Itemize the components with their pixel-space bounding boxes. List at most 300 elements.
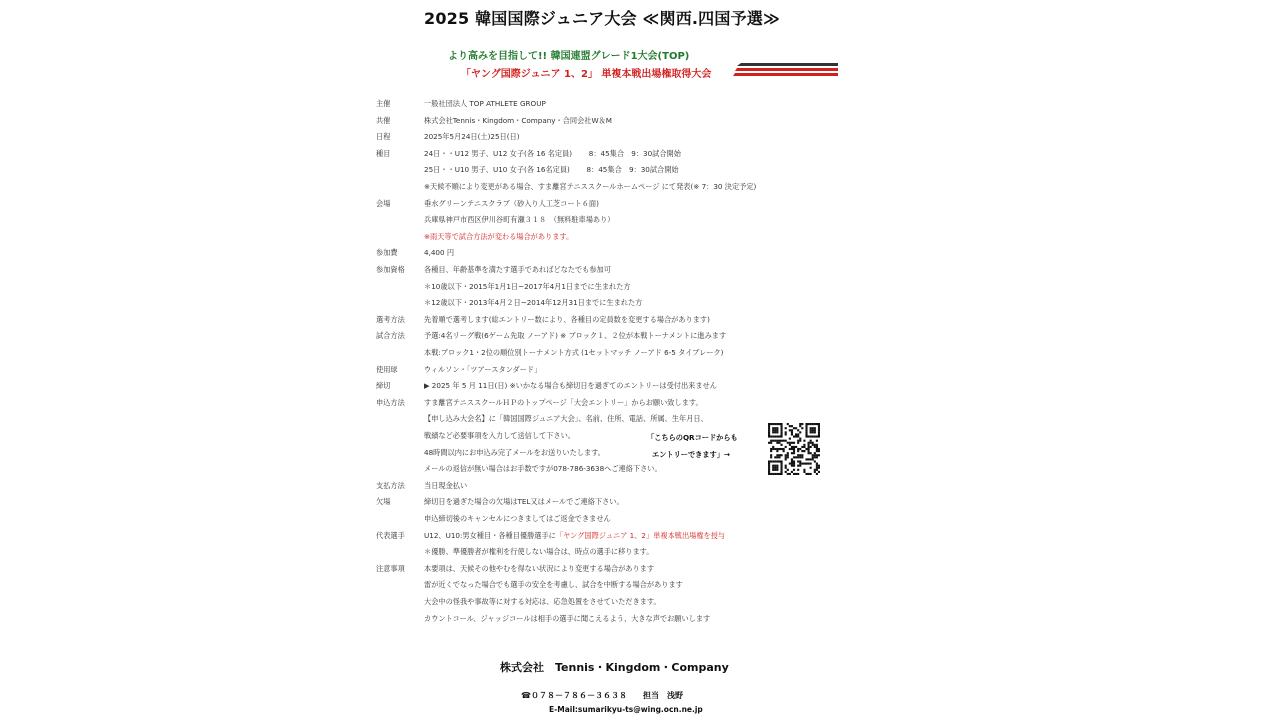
qr-module — [774, 469, 776, 471]
qr-module — [768, 425, 770, 427]
qr-module — [791, 471, 793, 473]
detail-label: 代表選手 — [376, 530, 405, 540]
qr-module — [772, 446, 774, 448]
qr-module — [814, 429, 816, 431]
qr-module — [772, 448, 774, 450]
qr-module — [768, 423, 770, 425]
qr-module — [814, 427, 816, 429]
qr-module — [787, 452, 789, 454]
qr-module — [795, 473, 797, 475]
detail-value: 【申し込み大会名】に「韓国国際ジュニア大会」、名前、住所、電話、所属、生年月日、 — [424, 414, 708, 424]
qr-module — [768, 431, 770, 433]
qr-module — [810, 452, 812, 454]
qr-module — [797, 460, 799, 462]
qr-module — [789, 429, 791, 431]
qr-module — [801, 450, 803, 452]
qr-module — [789, 448, 791, 450]
qr-module — [793, 452, 795, 454]
qr-module — [814, 435, 816, 437]
qr-module — [768, 473, 770, 475]
qr-module — [808, 423, 810, 425]
detail-value: ▶ 2025 年 5 月 11日(日) ※いかなる場合も締切日を過ぎてのエントリーは受付出来ません — [424, 381, 717, 391]
qr-module — [780, 454, 782, 456]
qr-module — [816, 446, 818, 448]
qr-module — [780, 471, 782, 473]
qr-module — [774, 431, 776, 433]
qr-module — [770, 460, 772, 462]
detail-label: 日程 — [376, 132, 391, 142]
detail-value: 兵庫県神戸市西区伊川谷町有瀬３１８ （無料駐車場あり） — [424, 215, 615, 225]
qr-module — [776, 423, 778, 425]
qr-module — [770, 442, 772, 444]
qr-module — [814, 444, 816, 446]
qr-module — [780, 465, 782, 467]
detail-value-plain: U12、U10:男女種目・各種目優勝選手に — [424, 530, 556, 540]
qr-module — [778, 440, 780, 442]
qr-module — [776, 465, 778, 467]
qr-module — [816, 467, 818, 469]
qr-module — [770, 423, 772, 425]
qr-module — [768, 435, 770, 437]
qr-module — [785, 427, 787, 429]
qr-module — [789, 442, 791, 444]
qr-module — [814, 456, 816, 458]
qr-module — [780, 463, 782, 465]
qr-module — [803, 450, 805, 452]
qr-module — [791, 460, 793, 462]
qr-module — [780, 448, 782, 450]
qr-module — [785, 446, 787, 448]
detail-label: 使用球 — [376, 364, 398, 374]
qr-module — [774, 465, 776, 467]
qr-module — [780, 423, 782, 425]
qr-module — [799, 423, 801, 425]
detail-value: 大会中の怪我や事故等に対する対応は、応急処置をさせていただきます。 — [424, 597, 661, 606]
qr-module — [810, 473, 812, 475]
qr-module — [789, 438, 791, 440]
qr-module — [778, 456, 780, 458]
detail-value: 4,400 円 — [424, 248, 455, 258]
qr-module — [768, 469, 770, 471]
qr-module — [810, 467, 812, 469]
qr-module — [818, 423, 820, 425]
qr-module — [799, 456, 801, 458]
qr-module — [797, 469, 799, 471]
detail-label: 支払方法 — [376, 480, 405, 490]
qr-module — [793, 435, 795, 437]
qr-module — [785, 471, 787, 473]
detail-label: 参加資格 — [376, 265, 405, 274]
qr-module — [801, 423, 803, 425]
qr-module — [799, 454, 801, 456]
qr-module — [793, 446, 795, 448]
qr-module — [818, 471, 820, 473]
qr-module — [787, 423, 789, 425]
detail-value: 垂水グリーンテニスクラブ（砂入り人工芝コート６面) — [424, 198, 599, 208]
qr-module — [793, 448, 795, 450]
qr-module — [772, 460, 774, 462]
qr-module — [770, 440, 772, 442]
detail-label: 参加費 — [376, 248, 398, 258]
qr-module — [797, 465, 799, 467]
qr-module — [776, 431, 778, 433]
qr-module — [778, 460, 780, 462]
decorative-stripe — [733, 62, 838, 81]
qr-note-line-1: 「こちらのQRコードからも — [647, 433, 738, 442]
qr-module — [787, 456, 789, 458]
qr-module — [780, 444, 782, 446]
qr-module — [780, 425, 782, 427]
qr-module — [772, 429, 774, 431]
qr-module — [793, 463, 795, 465]
qr-module — [787, 469, 789, 471]
qr-module — [814, 431, 816, 433]
detail-label: 欠場 — [376, 497, 391, 507]
qr-module — [805, 435, 807, 437]
detail-value: 25日・・U10 男子、U10 女子(各 16名定員) 8：45集合 9：30試合開始 — [424, 165, 679, 175]
qr-module — [787, 473, 789, 475]
qr-module — [776, 454, 778, 456]
qr-module — [778, 442, 780, 444]
qr-module — [774, 473, 776, 475]
qr-module — [768, 463, 770, 465]
qr-module — [776, 442, 778, 444]
qr-module — [803, 469, 805, 471]
detail-value: 48時間以内にお申込み完了メールをお送りいたします。 — [424, 447, 605, 457]
detail-value: ＊優勝、準優勝者が権利を行使しない場合は、時点の選手に移ります。 — [424, 547, 654, 557]
qr-module — [808, 450, 810, 452]
qr-module — [776, 469, 778, 471]
subtitle-green: より高みを目指して!! 韓国連盟グレード1大会(TOP) — [448, 51, 690, 62]
qr-module — [814, 446, 816, 448]
qr-module — [793, 473, 795, 475]
qr-module — [793, 442, 795, 444]
qr-module — [812, 427, 814, 429]
detail-value: 24日・・U12 男子、U12 女子(各 16 名定員) 8：45集合 9：30試合開始 — [424, 148, 681, 158]
qr-module — [795, 433, 797, 435]
qr-module — [801, 427, 803, 429]
qr-module — [780, 433, 782, 435]
qr-module — [791, 465, 793, 467]
qr-module — [812, 454, 814, 456]
qr-module — [812, 431, 814, 433]
detail-label: 主催 — [376, 99, 391, 108]
qr-module — [799, 463, 801, 465]
qr-module — [797, 435, 799, 437]
detail-label: 共催 — [376, 115, 391, 125]
qr-module — [783, 450, 785, 452]
qr-module — [816, 440, 818, 442]
qr-module — [770, 473, 772, 475]
qr-module — [785, 433, 787, 435]
qr-module — [793, 465, 795, 467]
qr-module — [803, 471, 805, 473]
qr-module — [816, 444, 818, 446]
detail-value: 雷が近くでなった場合でも選手の安全を考慮し、試合を中断する場合があります — [424, 580, 683, 590]
qr-module — [789, 444, 791, 446]
qr-module — [776, 450, 778, 452]
qr-module — [778, 454, 780, 456]
qr-module — [785, 458, 787, 460]
qr-module — [797, 442, 799, 444]
qr-module — [776, 448, 778, 450]
qr-module — [814, 469, 816, 471]
qr-module — [816, 473, 818, 475]
detail-value: メールの返信が無い場合はお手数ですが078-786-3638へご連絡下さい。 — [424, 464, 662, 474]
qr-module — [814, 423, 816, 425]
qr-module — [795, 456, 797, 458]
qr-module — [797, 473, 799, 475]
qr-module — [791, 463, 793, 465]
qr-module — [799, 431, 801, 433]
qr-module — [785, 440, 787, 442]
qr-module — [799, 440, 801, 442]
qr-module — [791, 429, 793, 431]
qr-module — [780, 467, 782, 469]
qr-module — [797, 456, 799, 458]
detail-value: 先着順で選考します(総エントリー数により、各種目の定員数を変更する場合があります) — [424, 314, 710, 324]
qr-module — [774, 423, 776, 425]
qr-module — [805, 458, 807, 460]
qr-module — [776, 429, 778, 431]
qr-module — [818, 450, 820, 452]
detail-label: 選考方法 — [376, 314, 405, 324]
qr-module — [791, 448, 793, 450]
qr-module — [808, 463, 810, 465]
detail-label: 注意事項 — [376, 563, 405, 573]
qr-module — [793, 469, 795, 471]
qr-module — [793, 460, 795, 462]
qr-module — [808, 444, 810, 446]
qr-module — [797, 454, 799, 456]
qr-module — [816, 435, 818, 437]
qr-module — [810, 423, 812, 425]
qr-module — [816, 448, 818, 450]
qr-module — [799, 460, 801, 462]
qr-module — [810, 427, 812, 429]
qr-module — [803, 440, 805, 442]
footer-email[interactable]: E-Mail:sumarikyu-ts@wing.ocn.ne.jp — [549, 705, 703, 714]
qr-module — [799, 448, 801, 450]
qr-module — [816, 465, 818, 467]
qr-module — [795, 435, 797, 437]
entry-qr-code[interactable] — [768, 423, 820, 475]
footer-company: 株式会社 Tennis・Kingdom・Company — [500, 661, 729, 674]
qr-module — [774, 429, 776, 431]
detail-value: 一般社団法人 TOP ATHLETE GROUP — [424, 99, 546, 108]
qr-module — [797, 440, 799, 442]
detail-value: 2025年5月24日(土)25日(日) — [424, 132, 520, 142]
qr-module — [801, 454, 803, 456]
qr-module — [774, 460, 776, 462]
qr-module — [780, 440, 782, 442]
qr-module — [795, 446, 797, 448]
qr-module — [810, 446, 812, 448]
qr-module — [780, 435, 782, 437]
qr-module — [789, 473, 791, 475]
qr-module — [810, 442, 812, 444]
qr-module — [772, 469, 774, 471]
qr-module — [768, 471, 770, 473]
qr-module — [810, 440, 812, 442]
qr-module — [801, 463, 803, 465]
qr-module — [776, 435, 778, 437]
qr-module — [768, 460, 770, 462]
qr-module — [801, 456, 803, 458]
qr-module — [805, 423, 807, 425]
qr-module — [808, 458, 810, 460]
qr-module — [778, 423, 780, 425]
qr-module — [812, 429, 814, 431]
qr-module — [801, 446, 803, 448]
qr-module — [812, 442, 814, 444]
qr-module — [805, 473, 807, 475]
qr-module — [772, 423, 774, 425]
qr-module — [776, 427, 778, 429]
qr-module — [799, 438, 801, 440]
qr-module — [776, 460, 778, 462]
qr-module — [768, 429, 770, 431]
qr-module — [787, 454, 789, 456]
detail-value: 申込締切後のキャンセルにつきましてはご返金できません — [424, 514, 611, 523]
qr-module — [797, 450, 799, 452]
qr-module — [812, 423, 814, 425]
qr-module — [816, 469, 818, 471]
qr-module — [816, 423, 818, 425]
qr-module — [785, 431, 787, 433]
qr-note-line-2: エントリーできます」→ — [652, 450, 730, 459]
detail-label: 会場 — [376, 198, 391, 208]
qr-module — [808, 448, 810, 450]
qr-module — [778, 435, 780, 437]
qr-module — [793, 456, 795, 458]
qr-module — [776, 456, 778, 458]
qr-module — [808, 442, 810, 444]
qr-module — [810, 458, 812, 460]
qr-module — [812, 458, 814, 460]
detail-value: カウントコール、ジャッジコールは相手の選手に聞こえるよう、大きな声でお願いします — [424, 613, 711, 623]
qr-module — [818, 429, 820, 431]
qr-module — [778, 448, 780, 450]
qr-module — [805, 463, 807, 465]
qr-module — [803, 463, 805, 465]
detail-value: ウィルソン・「ツアースタンダード」 — [424, 364, 542, 374]
qr-module — [768, 433, 770, 435]
qr-module — [772, 473, 774, 475]
detail-value: すま離宮テニススクールＨＰのトップページ「大会エントリー」からお願い致します。 — [424, 397, 703, 407]
qr-module — [805, 429, 807, 431]
qr-module — [814, 471, 816, 473]
qr-module — [770, 454, 772, 456]
qr-module — [770, 450, 772, 452]
qr-module — [772, 467, 774, 469]
qr-module — [772, 465, 774, 467]
qr-module — [808, 452, 810, 454]
detail-value: ※天候不順により変更がある場合、すま離宮テニススクールホームページ にて発表(※ 7：30 決定予定) — [424, 182, 757, 191]
qr-module — [768, 442, 770, 444]
detail-label: 種目 — [376, 148, 391, 158]
qr-module — [783, 440, 785, 442]
detail-label: 申込方法 — [376, 397, 405, 407]
qr-module — [805, 431, 807, 433]
qr-module — [805, 433, 807, 435]
qr-module — [799, 465, 801, 467]
qr-module — [776, 473, 778, 475]
qr-module — [816, 456, 818, 458]
qr-module — [818, 467, 820, 469]
qr-module — [791, 425, 793, 427]
qr-module — [774, 448, 776, 450]
detail-value: ※雨天等で試合方法が変わる場合があります。 — [424, 231, 574, 241]
qr-module — [774, 427, 776, 429]
qr-module — [818, 431, 820, 433]
qr-module — [780, 469, 782, 471]
qr-module — [818, 448, 820, 450]
detail-value: 戦績など必要事項を入力して送信して下さい。 — [424, 431, 575, 440]
qr-module — [818, 425, 820, 427]
qr-module — [774, 440, 776, 442]
qr-module — [816, 450, 818, 452]
qr-module — [768, 427, 770, 429]
qr-module — [785, 456, 787, 458]
footer-phone: ☎０７８－７８６－３６３８ 担当 浅野 — [521, 691, 683, 700]
qr-module — [780, 473, 782, 475]
qr-module — [814, 460, 816, 462]
qr-module — [814, 454, 816, 456]
qr-module — [768, 465, 770, 467]
document-title: 2025 韓国国際ジュニア大会 ≪関西.四国予選≫ — [424, 9, 780, 28]
qr-module — [770, 456, 772, 458]
detail-value: ＊10歳以下・2015年1月1日~2017年4月1日までに生まれた方 — [424, 281, 631, 291]
qr-module — [791, 452, 793, 454]
qr-module — [785, 467, 787, 469]
qr-module — [818, 465, 820, 467]
detail-value: 各種目、年齢基準を満たす選手であればどなたでも参加可 — [424, 265, 611, 274]
qr-module — [772, 440, 774, 442]
qr-code-graphic — [768, 423, 820, 475]
subtitle-red: 「ヤング国際ジュニア 1、2」 単複本戦出場権取得大会 — [461, 69, 712, 80]
qr-module — [793, 450, 795, 452]
qr-module — [791, 431, 793, 433]
qr-module — [776, 467, 778, 469]
qr-module — [816, 454, 818, 456]
qr-module — [783, 448, 785, 450]
qr-module — [810, 429, 812, 431]
qr-module — [808, 435, 810, 437]
qr-module — [774, 456, 776, 458]
qr-module — [816, 463, 818, 465]
qr-module — [793, 427, 795, 429]
qr-module — [780, 460, 782, 462]
qr-module — [818, 435, 820, 437]
detail-value: 締切日を過ぎた場合の欠場はTEL又はメールでご連絡下さい。 — [424, 497, 624, 507]
qr-module — [818, 433, 820, 435]
detail-value — [424, 531, 725, 541]
qr-module — [805, 425, 807, 427]
detail-label: 締切 — [376, 381, 391, 391]
qr-module — [791, 442, 793, 444]
qr-module — [797, 448, 799, 450]
qr-module — [780, 431, 782, 433]
qr-module — [789, 425, 791, 427]
qr-module — [776, 440, 778, 442]
qr-module — [789, 463, 791, 465]
qr-module — [791, 458, 793, 460]
qr-module — [797, 433, 799, 435]
qr-module — [812, 456, 814, 458]
qr-module — [770, 435, 772, 437]
qr-module — [795, 427, 797, 429]
